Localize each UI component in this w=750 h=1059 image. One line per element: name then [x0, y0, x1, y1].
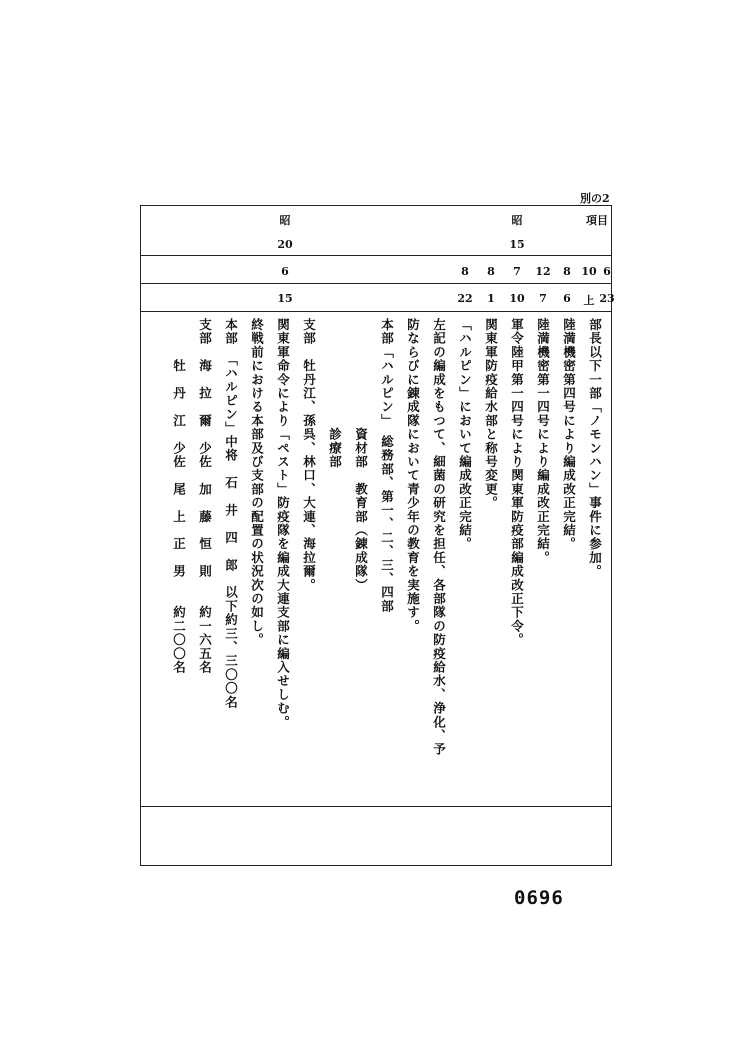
day-cell: 23: [599, 292, 615, 305]
month-cell: 12: [535, 265, 551, 278]
row-divider: [140, 806, 612, 807]
entry-text-line: 牡 丹 江 少佐 尾 上 正 男 約二〇〇名: [171, 318, 187, 675]
year-left: 20: [277, 238, 293, 251]
day-cell: 10: [509, 292, 525, 305]
month-cell: 8: [461, 265, 469, 278]
row-divider: [140, 283, 612, 284]
month-cell: 6: [281, 265, 289, 278]
entry-text-line: 診療部: [327, 318, 343, 469]
month-cell: 7: [513, 265, 521, 278]
day-cell: 上: [583, 294, 595, 307]
era-label-right: 昭: [511, 214, 523, 227]
entry-text-line: 関東軍防疫給水部と称号変更。: [483, 318, 499, 510]
month-cell: 6: [603, 265, 611, 278]
entry-text-line: 支部 海 拉 爾 少佐 加 藤 恒 則 約一六五名: [197, 318, 213, 675]
row-divider: [140, 255, 612, 256]
entry-text-line: 部長以下一部「ノモンハン」事件に参加。: [587, 318, 603, 579]
month-cell: 8: [487, 265, 495, 278]
day-cell: 1: [487, 292, 495, 305]
day-cell: 15: [277, 292, 293, 305]
entry-text-line: 終戦前における本部及び支部の配置の状況次の如し。: [249, 318, 265, 647]
entry-text-line: 支部 牡丹江、孫呉、林口、大連、海拉爾。: [301, 318, 317, 592]
entry-text-line: 陸満機密第四号により編成改正完結。: [561, 318, 577, 551]
day-cell: 22: [457, 292, 473, 305]
entry-text-line: 左記の編成をもつて、細菌の研究を担任、各部隊の防疫給水、浄化、予: [431, 318, 447, 757]
page-corner-label: 別の2: [580, 192, 610, 205]
entry-text-line: 軍令陸甲第一四号により関東軍防疫部編成改正下令。: [509, 318, 525, 647]
entry-text-line: 本部 「ハルピン」中将 石 井 四 郎 以下約三、三〇〇名: [223, 318, 239, 710]
entry-text-line: 「ハルピン」において編成改正完結。: [457, 318, 473, 551]
era-label-left: 昭: [279, 214, 291, 227]
entry-text-line: 本部「ハルピン」 総務部、第一、二、三、四部: [379, 318, 395, 614]
entry-text-line: 関東軍命令により「ペスト」防疫隊を編成大連支部に編入せしむ。: [275, 318, 291, 729]
entry-text-line: 防ならびに錬成隊において青少年の教育を実施す。: [405, 318, 421, 634]
entry-text-line: 陸満機密第一四号により編成改正完結。: [535, 318, 551, 565]
column-label: 項目: [586, 214, 608, 227]
month-cell: 8: [563, 265, 571, 278]
document-number: 0696: [514, 887, 564, 909]
entry-text-line: 資材部 教育部（錬成隊）: [353, 318, 369, 592]
day-cell: 6: [563, 292, 571, 305]
row-divider: [140, 311, 612, 312]
year-right: 15: [509, 238, 525, 251]
month-cell: 10: [581, 265, 597, 278]
day-cell: 7: [539, 292, 547, 305]
